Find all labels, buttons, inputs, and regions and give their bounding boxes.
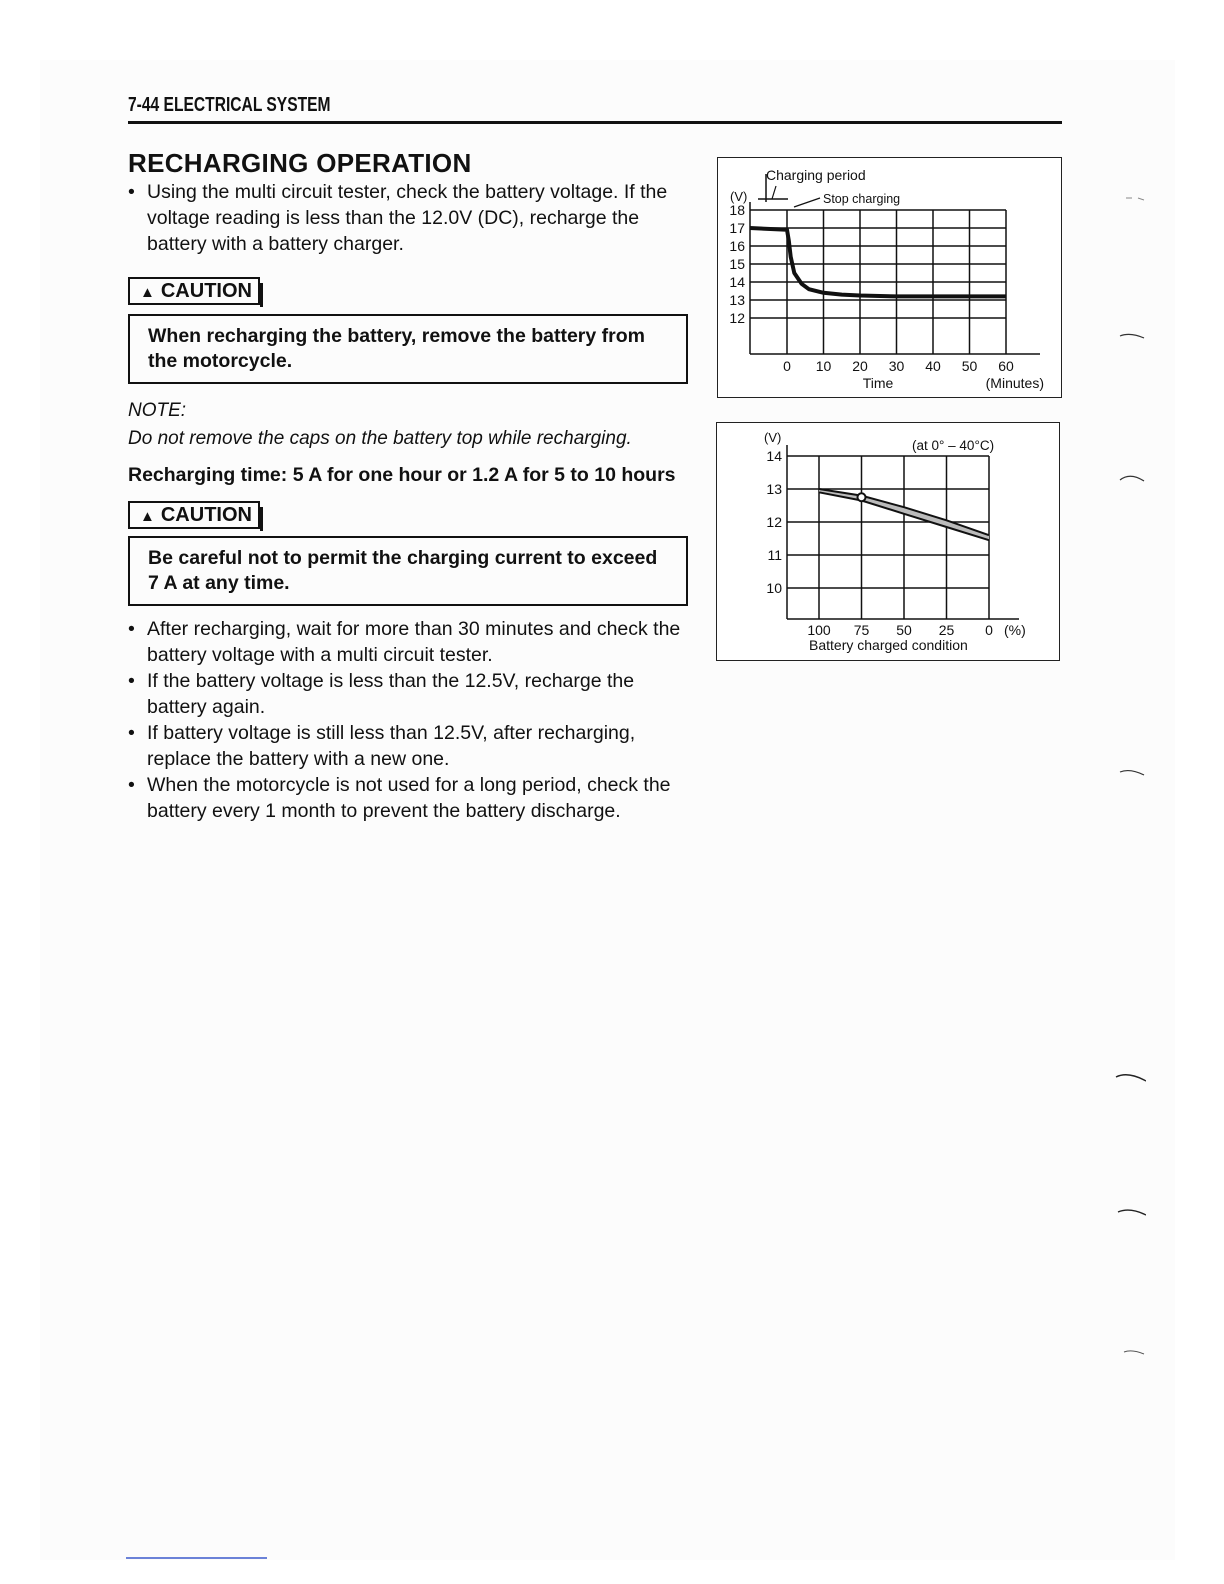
charging-chart-svg bbox=[718, 158, 1063, 399]
note-label: NOTE: bbox=[128, 400, 187, 421]
charging-period-label: Charging period bbox=[766, 167, 866, 183]
y-tick-label: 18 bbox=[729, 202, 745, 218]
x-tick-label: 0 bbox=[985, 622, 993, 638]
x-tick-label: 50 bbox=[961, 358, 978, 374]
caution-2 bbox=[128, 501, 688, 606]
y-tick-label: 13 bbox=[729, 292, 745, 308]
margin-mark bbox=[1110, 192, 1146, 204]
caution-label: CAUTION bbox=[160, 504, 252, 526]
list-item: • After recharging, wait for more than 30 minutes and check the battery voltage with a multi circuit tester. bbox=[128, 616, 688, 668]
period-leader bbox=[772, 186, 776, 199]
x-tick-label: 25 bbox=[938, 622, 955, 638]
x-axis-label: Battery charged condition bbox=[809, 637, 968, 653]
margin-mark bbox=[1110, 1346, 1146, 1358]
y-tick-label: 12 bbox=[729, 310, 745, 326]
reference-point bbox=[858, 493, 866, 501]
charge-condition-chart-svg bbox=[717, 423, 1061, 662]
x-tick-label: 50 bbox=[896, 622, 912, 638]
y-axis-label: (V) bbox=[764, 430, 782, 445]
y-tick-label: 13 bbox=[766, 481, 782, 497]
list-item: • If battery voltage is still less than 12.5V, after recharging, replace the battery with a new one. bbox=[128, 720, 688, 772]
warning-triangle-icon: ▲ bbox=[140, 284, 155, 301]
y-tick-labels bbox=[766, 448, 782, 596]
list-item: • When the motorcycle is not used for a long period, check the battery every 1 month to prevent the battery discharge. bbox=[128, 772, 688, 824]
charging-chart bbox=[717, 157, 1062, 398]
x-tick-label: 0 bbox=[783, 358, 791, 374]
x-tick-label: 30 bbox=[888, 358, 905, 374]
after-list bbox=[128, 616, 688, 824]
x-tick-labels bbox=[783, 358, 1014, 374]
x-tick-label: 60 bbox=[998, 358, 1014, 374]
charge-condition-chart bbox=[716, 422, 1060, 661]
left-column bbox=[128, 148, 688, 824]
chart-series bbox=[750, 228, 1006, 296]
x-tick-label: 40 bbox=[925, 358, 941, 374]
recharging-time: Recharging time: 5 A for one hour or 1.2 A for 5 to 10 hours bbox=[128, 464, 676, 486]
section-title: RECHARGING OPERATION bbox=[128, 148, 472, 178]
x-axis-unit: (%) bbox=[1004, 622, 1026, 638]
warning-triangle-icon: ▲ bbox=[140, 508, 155, 525]
stop-arrow bbox=[794, 198, 820, 207]
x-axis-unit: (Minutes) bbox=[985, 375, 1044, 391]
series-line-charging-voltage bbox=[750, 228, 1006, 296]
margin-mark bbox=[1110, 472, 1146, 484]
list-item: • If the battery voltage is less than the 12.5V, recharge the battery again. bbox=[128, 668, 688, 720]
caution-1 bbox=[128, 277, 688, 384]
x-tick-label: 75 bbox=[853, 622, 870, 638]
y-axis-label: (V) bbox=[730, 189, 748, 204]
footer-rule bbox=[126, 1557, 267, 1559]
caution-tag bbox=[128, 501, 260, 529]
stop-charging-label: Stop charging bbox=[823, 192, 901, 206]
y-tick-label: 10 bbox=[766, 580, 782, 596]
margin-mark bbox=[1110, 766, 1146, 778]
margin-mark bbox=[1110, 1206, 1146, 1218]
x-tick-label: 100 bbox=[807, 622, 831, 638]
caution-tag bbox=[128, 277, 260, 305]
y-tick-label: 14 bbox=[766, 448, 782, 464]
caution-box: Be careful not to permit the charging current to exceed 7 A at any time. bbox=[128, 536, 688, 606]
chart-grid bbox=[787, 445, 1019, 619]
intro-list bbox=[128, 179, 688, 257]
note-text: Do not remove the caps on the battery top while recharging. bbox=[128, 428, 632, 449]
y-tick-label: 17 bbox=[729, 220, 745, 236]
margin-mark bbox=[1110, 330, 1146, 342]
x-tick-label: 10 bbox=[815, 358, 832, 374]
list-item: • Using the multi circuit tester, check the battery voltage. If the voltage reading is less than the 12.0V (DC), recharge the battery with a battery charger. bbox=[128, 179, 688, 257]
y-tick-label: 16 bbox=[729, 238, 745, 254]
y-tick-label: 14 bbox=[729, 274, 745, 290]
header-title: 7-44 ELECTRICAL SYSTEM bbox=[128, 94, 331, 116]
y-tick-label: 11 bbox=[767, 547, 782, 563]
x-axis-label: Time bbox=[862, 375, 894, 391]
y-tick-label: 15 bbox=[729, 256, 745, 272]
temperature-note: (at 0° – 40°C) bbox=[912, 438, 995, 453]
x-tick-labels bbox=[807, 622, 993, 638]
caution-label: CAUTION bbox=[160, 280, 252, 302]
x-tick-label: 20 bbox=[852, 358, 868, 374]
chart-grid bbox=[750, 202, 1040, 354]
caution-box: When recharging the battery, remove the battery from the motorcycle. bbox=[128, 314, 688, 384]
y-tick-labels bbox=[729, 202, 745, 326]
y-tick-label: 12 bbox=[766, 514, 782, 530]
margin-mark bbox=[1110, 1071, 1146, 1083]
page-header bbox=[128, 92, 1062, 124]
